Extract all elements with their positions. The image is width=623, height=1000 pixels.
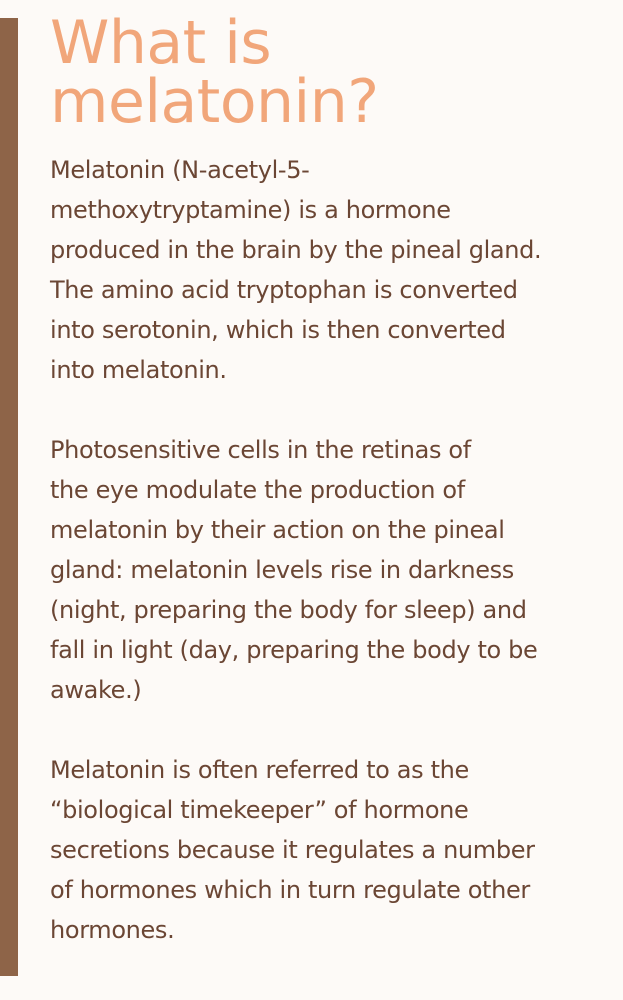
text-line: of hormones which in turn regulate other: [50, 876, 530, 904]
text-line: methoxytryptamine) is a hormone: [50, 196, 451, 224]
text-line: “biological timekeeper” of hormone: [50, 796, 469, 824]
article-body: [50, 150, 610, 950]
paragraph-2: [50, 430, 610, 710]
text-line: gland: melatonin levels rise in darkness: [50, 556, 514, 584]
text-line: Melatonin (N-acetyl-5-: [50, 156, 310, 184]
paragraph-1: [50, 150, 610, 390]
text-line: into serotonin, which is then converted: [50, 316, 506, 344]
text-line: hormones.: [50, 916, 175, 944]
text-line: awake.): [50, 676, 142, 704]
text-line: the eye modulate the production of: [50, 476, 465, 504]
text-line: (night, preparing the body for sleep) and: [50, 596, 527, 624]
page-title: [50, 8, 610, 137]
text-line: into melatonin.: [50, 356, 227, 384]
paragraph-3: [50, 750, 610, 950]
title-line-1: What is: [50, 8, 272, 78]
text-line: The amino acid tryptophan is converted: [50, 276, 518, 304]
paragraph-spacer: [50, 390, 610, 430]
paragraph-spacer: [50, 710, 610, 750]
text-line: secretions because it regulates a number: [50, 836, 535, 864]
text-line: fall in light (day, preparing the body to be: [50, 636, 538, 664]
text-line: produced in the brain by the pineal gland.: [50, 236, 542, 264]
text-line: Melatonin is often referred to as the: [50, 756, 469, 784]
text-line: melatonin by their action on the pineal: [50, 516, 505, 544]
accent-bar: [0, 18, 18, 976]
text-line: Photosensitive cells in the retinas of: [50, 436, 471, 464]
title-line-2: melatonin?: [50, 67, 379, 137]
